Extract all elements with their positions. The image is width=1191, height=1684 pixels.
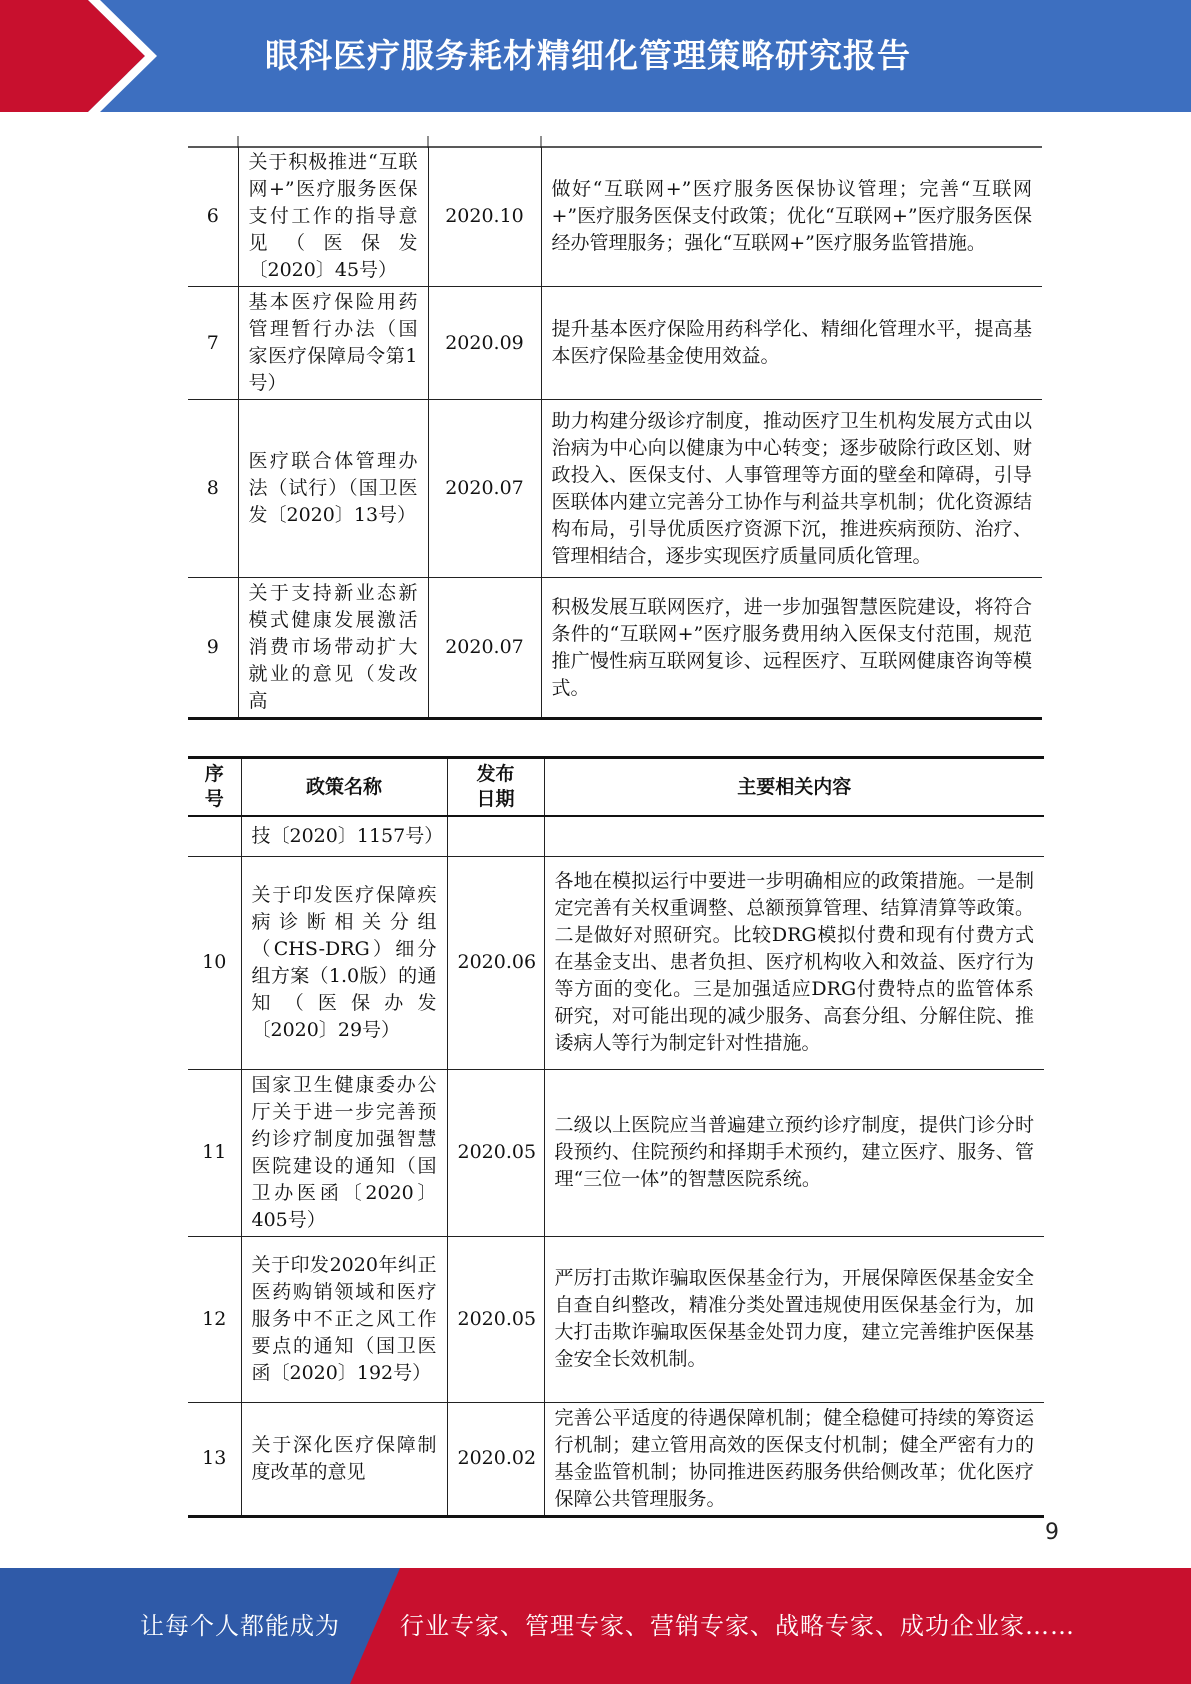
table-row (188, 816, 1044, 856)
footer-banner (0, 1568, 1191, 1684)
cell-policy-name: 基本医疗保险用药管理暂行办法（国家医疗保障局令第1号） (238, 287, 428, 400)
table-row (188, 287, 1042, 400)
cell-number: 13 (188, 1402, 241, 1516)
cell-number: 7 (188, 287, 238, 400)
col-header-num: 序 号 (188, 758, 241, 817)
cell-policy-name: 关于印发2020年纠正医药购销领域和医疗服务中不正之风工作要点的通知（国卫医函〔2020〕192号） (241, 1236, 447, 1402)
cell-number: 12 (188, 1236, 241, 1402)
cell-publish-date: 2020.07 (428, 578, 541, 719)
table-row (188, 578, 1042, 719)
cell-policy-name: 医疗联合体管理办法（试行）（国卫医发〔2020〕13号） (238, 400, 428, 578)
col-header-date: 发布 日期 (447, 758, 544, 817)
cell-content (544, 816, 1044, 856)
cell-content: 严厉打击欺诈骗取医保基金行为，开展保障医保基金安全自查自纠整改，精准分类处置违规使用医保基金行为，加大打击欺诈骗取医保基金处罚力度，建立完善维护医保基金安全长效机制。 (544, 1236, 1044, 1402)
cell-policy-name: 关于深化医疗保障制度改革的意见 (241, 1402, 447, 1516)
table-row (188, 856, 1044, 1069)
cell-number: 6 (188, 147, 238, 287)
cell-content: 做好“互联网+”医疗服务医保协议管理；完善“互联网+”医疗服务医保支付政策；优化“互联网+”医疗服务医保经办管理服务；强化“互联网+”医疗服务监管措施。 (541, 147, 1042, 287)
cell-publish-date: 2020.09 (428, 287, 541, 400)
cell-publish-date: 2020.10 (428, 147, 541, 287)
cell-policy-name: 关于积极推进“互联网+”医疗服务医保支付工作的指导意见（医保发〔2020〕45号） (238, 147, 428, 287)
cell-content: 积极发展互联网医疗，进一步加强智慧医院建设，将符合条件的“互联网+”医疗服务费用纳入医保支付范围，规范推广慢性病互联网复诊、远程医疗、互联网健康咨询等模式。 (541, 578, 1042, 719)
table-row (188, 400, 1042, 578)
col-header-content: 主要相关内容 (544, 758, 1044, 817)
cell-number: 11 (188, 1069, 241, 1236)
cell-content: 助力构建分级诊疗制度，推动医疗卫生机构发展方式由以治病为中心向以健康为中心转变；逐步破除行政区划、财政投入、医保支付、人事管理等方面的壁垒和障碍，引导医联体内建立完善分工协作与利益共享机制；优化资源结构布局，引导优质医疗资源下沉，推进疾病预防、治疗、管理相结合，逐步实现医疗质量同质化管理。 (541, 400, 1042, 578)
cell-publish-date: 2020.05 (447, 1236, 544, 1402)
cell-policy-name: 技〔2020〕1157号） (241, 816, 447, 856)
table-header-row (188, 758, 1044, 817)
report-title: 眼科医疗服务耗材精细化管理策略研究报告 (265, 36, 911, 75)
cell-policy-name: 关于支持新业态新模式健康发展激活消费市场带动扩大就业的意见（发改高 (238, 578, 428, 719)
cell-content: 提升基本医疗保险用药科学化、精细化管理水平，提高基本医疗保险基金使用效益。 (541, 287, 1042, 400)
cell-publish-date: 2020.05 (447, 1069, 544, 1236)
header-banner (0, 0, 1191, 112)
cell-content: 各地在模拟运行中要进一步明确相应的政策措施。一是制定完善有关权重调整、总额预算管理、结算清算等政策。二是做好对照研究。比较DRG模拟付费和现有付费方式在基金支出、患者负担、医疗机构收入和效益、医疗行为等方面的变化。三是加强适应DRG付费特点的监管体系研究，对可能出现的减少服务、高套分组、分解住院、推诿病人等行为制定针对性措施。 (544, 856, 1044, 1069)
cell-policy-name: 关于印发医疗保障疾病诊断相关分组（CHS-DRG）细分组方案（1.0版）的通知（医保办发〔2020〕29号） (241, 856, 447, 1069)
cell-content: 完善公平适度的待遇保障机制；健全稳健可持续的筹资运行机制；建立管用高效的医保支付机制；健全严密有力的基金监管机制；协同推进医药服务供给侧改革；优化医疗保障公共管理服务。 (544, 1402, 1044, 1516)
cell-number: 10 (188, 856, 241, 1069)
cell-publish-date: 2020.07 (428, 400, 541, 578)
table-row (188, 1402, 1044, 1516)
cell-publish-date: 2020.06 (447, 856, 544, 1069)
chevron-decoration-icon (0, 0, 160, 112)
cell-number: 9 (188, 578, 238, 719)
cell-policy-name: 国家卫生健康委办公厅关于进一步完善预约诊疗制度加强智慧医院建设的通知（国卫办医函〔2020〕405号） (241, 1069, 447, 1236)
table-row (188, 1069, 1044, 1236)
cell-number (188, 816, 241, 856)
policy-table-continued (188, 147, 1042, 720)
col-header-name: 政策名称 (241, 758, 447, 817)
cell-content: 二级以上医院应当普遍建立预约诊疗制度，提供门诊分时段预约、住院预约和择期手术预约，建立医疗、服务、管理“三位一体”的智慧医院系统。 (544, 1069, 1044, 1236)
footer-slogan-left: 让每个人都能成为 (140, 1612, 340, 1640)
table-row (188, 147, 1042, 287)
policy-table (188, 756, 1044, 1518)
cell-publish-date: 2020.02 (447, 1402, 544, 1516)
page-number: 9 (1045, 1520, 1059, 1545)
footer-slogan-right: 行业专家、管理专家、营销专家、战略专家、成功企业家…… (400, 1612, 1075, 1640)
cell-number: 8 (188, 400, 238, 578)
table-row (188, 1236, 1044, 1402)
cell-publish-date (447, 816, 544, 856)
